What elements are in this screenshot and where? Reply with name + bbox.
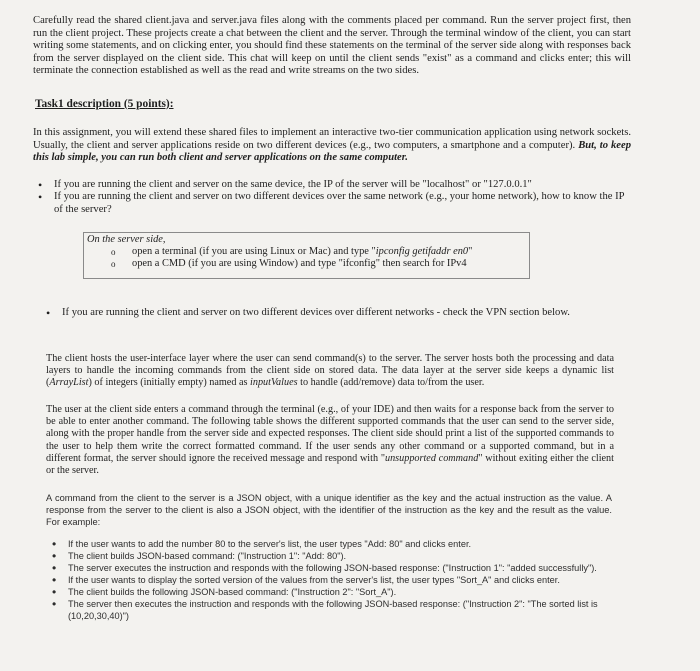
user-client-paragraph: The user at the client side enters a command through the terminal (e.g., of your IDE) and then waits for a response back from the server to be able to enter another command. The following table shows the different supported commands that the user can send to the server side, along with the proper handle from the server side and expected responses. The client side should print a list of the supported commands to the user to help them write the correct formatted command. If the user sends any other command or a supported command, but in a different format, the server should ignore the received message and respond with "unsupported command" without exiting either the client or the server. [46, 404, 614, 477]
example-bullet-list [48, 538, 614, 622]
server-box-windows-item: o open a CMD (if you are using Window) and type "ifconfig" then search for IPv4 [84, 258, 529, 270]
list-item: • The server then executes the instruction and responds with the following JSON-based response: ("Instruction 2": "The sorted list is (10,20,30,40)") [48, 598, 614, 622]
ipconfig-command: ipconfig getifaddr en0 [375, 246, 469, 258]
list-item: • If the user wants to display the sorted version of the values from the server's list, the user types "Sort_A" and clicks enter. [48, 574, 614, 586]
assignment-text: In this assignment, you will extend these shared files to implement an interactive two-tier communication application using network sockets. Usually, the client and server applications reside on two different devices (e.g., two computers, a smartphone and a computer). [33, 127, 631, 151]
list-item: • The server executes the instruction and responds with the following JSON-based response: ("Instruction 1": "added successfully"). [48, 562, 614, 574]
list-item: • If you are running the client and server on two different devices over different networks - check the VPN section below. [42, 307, 632, 319]
ip-bullet-list [34, 179, 632, 216]
unsupported-command-term: unsupported command [384, 452, 479, 464]
server-box-linux-item: o open a terminal (if you are using Linux or Mac) and type "ipconfig getifaddr en0" [84, 246, 529, 258]
assignment-paragraph [33, 127, 631, 165]
server-box-title: On the server side, [87, 234, 166, 245]
inputvalues-term: inputValues [250, 377, 298, 389]
arraylist-term: ArrayList [49, 377, 89, 389]
list-item: • If you are running the client and server on two different devices over the same network (e.g., your home network), how to know the IP of the server? [34, 191, 632, 216]
client-host-paragraph: The client hosts the user-interface layer where the user can send command(s) to the server. The server hosts both the processing and data layers to handle the incoming commands from the client side on stored data. The data layer at the server side keeps a dynamic list (ArrayList) of integers (initially empty) named as inputValues to handle (add/remove) data to/from the user. [46, 353, 614, 389]
list-item: • If you are running the client and server on the same device, the IP of the server will be "localhost" or "127.0.0.1" [34, 179, 632, 191]
server-side-box [83, 232, 530, 279]
json-paragraph: A command from the client to the server is a JSON object, with a unique identifier as the key and the actual instruction as the value. A response from the server to the client is also a JSON object, with the identifier of the instruction as the key and the result as the value. For example: [46, 493, 612, 528]
task-heading: Task1 description (5 points): [35, 98, 174, 110]
list-item: • The client builds the following JSON-based command: ("Instruction 2": "Sort_A"). [48, 586, 614, 598]
assignment-emphasis: But, to keep this lab simple, you can run both client and server applications on the same computer. [33, 139, 631, 164]
list-item: • The client builds JSON-based command: ("Instruction 1": "Add: 80"). [48, 550, 614, 562]
list-item: • If the user wants to add the number 80 to the server's list, the user types "Add: 80" and clicks enter. [48, 538, 614, 550]
vpn-bullet-list [42, 307, 632, 319]
intro-paragraph: Carefully read the shared client.java and server.java files along with the comments placed per command. Run the server project first, then run the client project. These projects create a chat between the client and the server. Through the terminal window of the client, you can start writing some statements, and on clicking enter, you should find these statements on the terminal of the server side along with responses back from the server displayed on the client side. This chat will keep on until the client sends "exist" as a command and clicks enter; this will terminate the connection established as well as the read and write streams on the two sides. [33, 15, 631, 77]
